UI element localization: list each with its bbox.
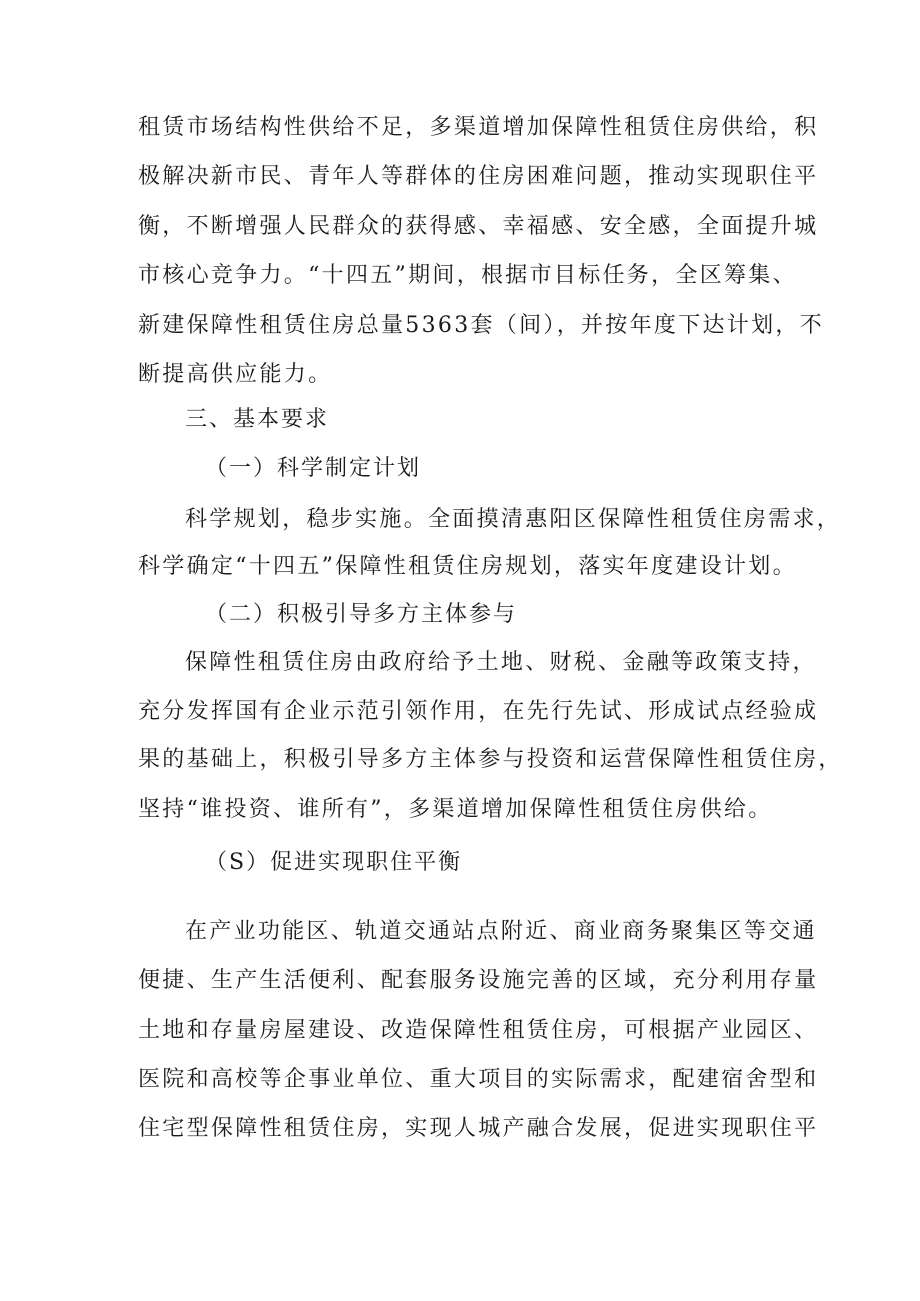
text-line: 极解决新市民、青年人等群体的住房困难问题，推动实现职住平 [138,164,819,189]
text-line: 科学规划，稳步实施。全面摸清惠阳区保障性租赁住房需求， [185,507,842,532]
text-line: 便捷、生产生活便利、配套服务设施完善的区域，充分利用存量 [138,968,819,993]
subsection-heading: （一）科学制定计划 [205,456,422,481]
text-line: 断提高供应能力。 [138,362,333,387]
text-line: 在产业功能区、轨道交通站点附近、商业商务聚集区等交通 [185,919,817,944]
text-line: 保障性租赁住房由政府给予土地、财税、金融等政策支持， [185,650,817,675]
subsection-heading: （S）促进实现职住平衡 [205,850,463,875]
text-line: 医院和高校等企事业单位、重大项目的实际需求，配建宿舍型和 [138,1067,819,1092]
text-line: 市核心竞争力。“十四五”期间，根据市目标任务，全区筹集、 [138,263,797,288]
subsection-heading: （二）积极引导多方主体参与 [205,602,518,627]
text-line: 住宅型保障性租赁住房，实现人城产融合发展，促进实现职住平 [138,1116,819,1141]
text-line: 科学确定“十四五”保障性租赁住房规划，落实年度建设计划。 [138,554,797,579]
text-line: 土地和存量房屋建设、改造保障性租赁住房，可根据产业园区、 [138,1018,819,1043]
text-line: 租赁市场结构性供给不足，多渠道增加保障性租赁住房供给，积 [138,115,819,140]
text-line: 坚持“谁投资、谁所有”，多渠道增加保障性租赁住房供给。 [138,797,773,822]
text-line: 衡，不断增强人民群众的获得感、幸福感、安全感，全面提升城 [138,214,819,239]
text-line: 果的基础上，积极引导多方主体参与投资和运营保障性租赁住房， [138,747,843,772]
text-line: 新建保障性租赁住房总量5363套（间），并按年度下达计划，不 [138,313,824,338]
section-heading: 三、基本要求 [185,407,330,432]
text-line: 充分发挥国有企业示范引领作用，在先行先试、形成试点经验成 [138,699,819,724]
